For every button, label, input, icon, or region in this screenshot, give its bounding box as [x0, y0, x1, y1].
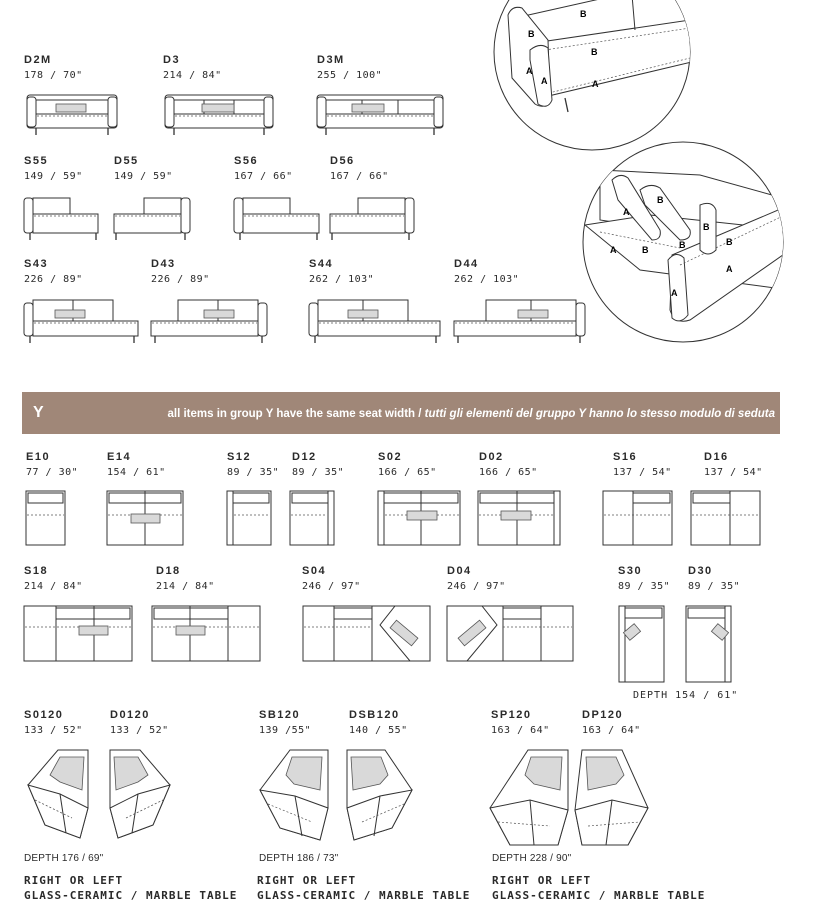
model-code: D43 [151, 258, 176, 270]
table-note-line2: GLASS-CERAMIC / MARBLE TABLE [492, 889, 706, 902]
group-description-en: all items in group Y have the same seat width / [167, 408, 425, 420]
model-dimension: 89 / 35" [292, 467, 345, 478]
plan-dsb120 [347, 750, 412, 840]
model-d56 [330, 155, 389, 183]
plan-s18 [24, 606, 132, 661]
model-code: D12 [292, 451, 317, 463]
plan-s12 [227, 491, 271, 545]
model-dimension: 137 / 54" [704, 467, 763, 478]
svg-text:B: B [679, 240, 686, 250]
detail-circle-backrest [583, 142, 790, 342]
model-code: S0120 [24, 709, 64, 721]
group-letter: Y [33, 404, 44, 421]
plan-s02 [378, 491, 460, 545]
model-d55 [114, 155, 173, 183]
model-dimension: 226 / 89" [151, 274, 210, 285]
model-dimension: 89 / 35" [688, 581, 741, 592]
model-dimension: 246 / 97" [302, 581, 361, 592]
sofa-front-d2m [27, 95, 117, 135]
model-code: DSB120 [349, 709, 400, 721]
model-dimension: 163 / 64" [491, 725, 550, 736]
group-description-it: tutti gli elementi del gruppo Y hanno lo stesso modulo di seduta [424, 408, 775, 420]
sofa-front-d43 [151, 300, 267, 343]
model-sp120 [491, 709, 550, 737]
sofa-front-s56 [234, 198, 319, 240]
model-d43 [151, 258, 210, 286]
plan-d12 [290, 491, 334, 545]
model-dp120 [582, 709, 641, 737]
model-dimension: 154 / 61" [107, 467, 166, 478]
model-d18 [156, 565, 215, 593]
table-note-line1: RIGHT OR LEFT [24, 874, 124, 887]
table-note-line1: RIGHT OR LEFT [492, 874, 592, 887]
svg-text:A: A [623, 207, 630, 217]
model-code: D55 [114, 155, 139, 167]
table-note-line2: GLASS-CERAMIC / MARBLE TABLE [24, 889, 238, 902]
model-s56 [234, 155, 293, 183]
model-s04 [302, 565, 361, 593]
model-dimension: 139 /55" [259, 725, 312, 736]
model-code: SB120 [259, 709, 301, 721]
plan-s0120 [28, 750, 88, 838]
model-code: S12 [227, 451, 252, 463]
model-d12 [292, 451, 344, 479]
detail-circle-armrest [494, 0, 700, 150]
svg-text:B: B [591, 47, 598, 57]
svg-text:A: A [526, 66, 533, 76]
sofa-front-s43 [24, 300, 138, 343]
model-d02 [479, 451, 538, 479]
sofa-front-s55 [24, 198, 98, 240]
model-code: E14 [107, 451, 132, 463]
sofa-front-d56 [330, 198, 414, 240]
svg-text:A: A [610, 245, 617, 255]
model-dimension: 262 / 103" [454, 274, 520, 285]
plan-dp120 [575, 750, 648, 845]
table-note-line2: GLASS-CERAMIC / MARBLE TABLE [257, 889, 471, 902]
plan-s04 [303, 606, 430, 661]
group-description [168, 408, 776, 420]
model-d3 [163, 54, 222, 82]
model-dimension: 246 / 97" [447, 581, 506, 592]
model-dimension: 140 / 55" [349, 725, 408, 736]
model-dimension: 133 / 52" [110, 725, 169, 736]
plan-s16 [603, 491, 672, 545]
model-dimension: 226 / 89" [24, 274, 83, 285]
depth-note-sb120: DEPTH 186 / 73" [259, 853, 339, 864]
model-s18 [24, 565, 83, 593]
table-note-3 [492, 873, 705, 903]
model-dimension: 178 / 70" [24, 70, 83, 81]
svg-text:B: B [580, 9, 587, 19]
model-s55 [24, 155, 83, 183]
model-sb120 [259, 709, 311, 737]
model-code: S02 [378, 451, 403, 463]
svg-text:B: B [528, 29, 535, 39]
model-code: S56 [234, 155, 259, 167]
sofa-front-d3m [317, 95, 443, 135]
model-dimension: 167 / 66" [330, 171, 389, 182]
model-code: E10 [26, 451, 51, 463]
model-dimension: 167 / 66" [234, 171, 293, 182]
plan-d0120 [110, 750, 170, 838]
model-code: D30 [688, 565, 713, 577]
model-dimension: 214 / 84" [156, 581, 215, 592]
model-dimension: 89 / 35" [227, 467, 280, 478]
model-code: D3 [163, 54, 181, 66]
depth-note-s0120: DEPTH 176 / 69" [24, 853, 104, 864]
plan-d02 [478, 491, 560, 545]
model-code: D02 [479, 451, 504, 463]
svg-text:A: A [541, 76, 548, 86]
svg-text:A: A [726, 264, 733, 274]
model-s30 [618, 565, 670, 593]
model-d3m [317, 54, 382, 82]
model-s43 [24, 258, 83, 286]
model-code: SP120 [491, 709, 532, 721]
model-code: D0120 [110, 709, 150, 721]
table-note-2 [257, 873, 470, 903]
model-dimension: 163 / 64" [582, 725, 641, 736]
model-code: D18 [156, 565, 181, 577]
model-s12 [227, 451, 279, 479]
svg-text:B: B [703, 222, 710, 232]
model-code: D16 [704, 451, 729, 463]
model-code: D2M [24, 54, 52, 66]
plan-e14 [107, 491, 183, 545]
model-code: S55 [24, 155, 49, 167]
plan-d04 [447, 606, 573, 661]
depth-note-sp120: DEPTH 228 / 90" [492, 853, 572, 864]
model-code: S43 [24, 258, 49, 270]
plan-sb120 [260, 750, 328, 840]
model-code: D56 [330, 155, 355, 167]
model-code: S18 [24, 565, 49, 577]
model-e14 [107, 451, 166, 479]
model-d30 [688, 565, 740, 593]
sofa-front-d3 [165, 95, 273, 135]
model-s02 [378, 451, 437, 479]
model-dimension: 89 / 35" [618, 581, 671, 592]
model-dimension: 166 / 65" [479, 467, 538, 478]
model-d44 [454, 258, 519, 286]
model-dimension: 255 / 100" [317, 70, 383, 81]
model-dsb120 [349, 709, 408, 737]
svg-text:B: B [657, 195, 664, 205]
table-note-line1: RIGHT OR LEFT [257, 874, 357, 887]
model-dimension: 77 / 30" [26, 467, 79, 478]
depth-note-s30-d30: DEPTH 154 / 61" [633, 690, 739, 701]
plan-d16 [691, 491, 760, 545]
model-code: D04 [447, 565, 472, 577]
plan-s30 [619, 606, 664, 682]
model-dimension: 262 / 103" [309, 274, 375, 285]
plan-e10 [26, 491, 65, 545]
model-d2m [24, 54, 83, 82]
sofa-front-s44 [309, 300, 440, 343]
svg-text:B: B [642, 245, 649, 255]
plan-sp120 [490, 750, 568, 845]
model-d04 [447, 565, 506, 593]
model-d16 [704, 451, 763, 479]
model-code: S16 [613, 451, 638, 463]
model-dimension: 137 / 54" [613, 467, 672, 478]
model-code: S30 [618, 565, 643, 577]
model-dimension: 214 / 84" [163, 70, 222, 81]
model-dimension: 214 / 84" [24, 581, 83, 592]
svg-text:A: A [592, 79, 599, 89]
model-dimension: 149 / 59" [114, 171, 173, 182]
sofa-front-d44 [454, 300, 585, 343]
model-code: S04 [302, 565, 327, 577]
plan-d18 [152, 606, 260, 661]
model-dimension: 133 / 52" [24, 725, 83, 736]
table-note-1 [24, 873, 237, 903]
model-e10 [26, 451, 78, 479]
plan-d30 [686, 606, 731, 682]
model-d0120 [110, 709, 169, 737]
model-code: S44 [309, 258, 334, 270]
model-s44 [309, 258, 374, 286]
model-s16 [613, 451, 672, 479]
sofa-front-d55 [114, 198, 190, 240]
model-dimension: 149 / 59" [24, 171, 83, 182]
model-s0120 [24, 709, 83, 737]
model-code: D44 [454, 258, 479, 270]
model-code: D3M [317, 54, 345, 66]
model-dimension: 166 / 65" [378, 467, 437, 478]
svg-text:B: B [726, 237, 733, 247]
svg-text:A: A [671, 288, 678, 298]
model-code: DP120 [582, 709, 624, 721]
